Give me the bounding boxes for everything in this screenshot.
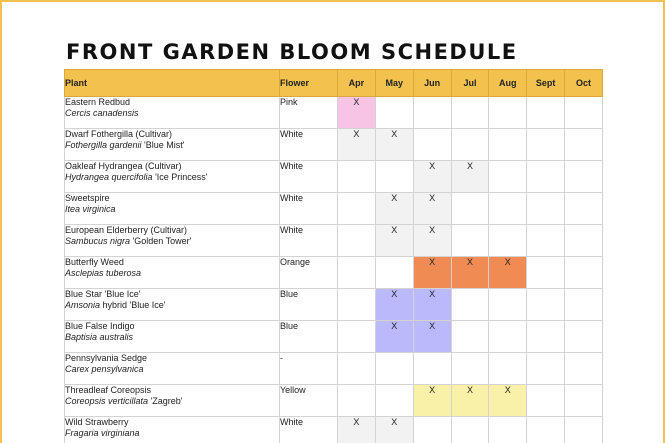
bloom-cell-jun: X bbox=[413, 321, 451, 353]
flower-color-cell: Orange bbox=[280, 257, 338, 289]
table-row bbox=[65, 289, 603, 321]
plant-cell bbox=[65, 417, 280, 443]
bloom-cell-aug bbox=[489, 321, 527, 353]
bloom-cell-jun bbox=[413, 97, 451, 129]
bloom-cell-may bbox=[375, 97, 413, 129]
table-row bbox=[65, 353, 603, 385]
bloom-cell-oct bbox=[565, 129, 603, 161]
plant-cultivar: 'Golden Tower' bbox=[130, 236, 192, 246]
flower-color-cell: - bbox=[280, 353, 338, 385]
bloom-cell-aug bbox=[489, 161, 527, 193]
col-header-plant: Plant bbox=[65, 70, 280, 97]
bloom-cell-may: X bbox=[375, 129, 413, 161]
bloom-cell-sept bbox=[527, 193, 565, 225]
bloom-cell-apr bbox=[338, 161, 376, 193]
bloom-cell-jun bbox=[413, 353, 451, 385]
bloom-cell-sept bbox=[527, 129, 565, 161]
bloom-cell-apr: X bbox=[338, 129, 376, 161]
plant-scientific-name: Fothergilla gardenii bbox=[65, 140, 142, 150]
plant-scientific-name: Carex pensylvanica bbox=[65, 364, 144, 374]
bloom-cell-aug bbox=[489, 289, 527, 321]
plant-common-name: Wild Strawberry bbox=[65, 417, 129, 427]
bloom-cell-oct bbox=[565, 161, 603, 193]
bloom-cell-apr bbox=[338, 385, 376, 417]
page-title: FRONT GARDEN BLOOM SCHEDULE bbox=[66, 40, 518, 64]
col-header-aug: Aug bbox=[489, 70, 527, 97]
plant-common-name: European Elderberry (Cultivar) bbox=[65, 225, 188, 235]
bloom-cell-oct bbox=[565, 97, 603, 129]
flower-color-cell: Yellow bbox=[280, 385, 338, 417]
bloom-cell-jun: X bbox=[413, 225, 451, 257]
bloom-cell-jul bbox=[451, 193, 489, 225]
plant-cell bbox=[65, 321, 280, 353]
bloom-cell-aug bbox=[489, 193, 527, 225]
flower-color-cell: Pink bbox=[280, 97, 338, 129]
plant-cell bbox=[65, 161, 280, 193]
plant-scientific-line bbox=[65, 172, 279, 183]
plant-cultivar: 'Zagreb' bbox=[148, 396, 183, 406]
bloom-cell-apr bbox=[338, 321, 376, 353]
flower-color-cell: Blue bbox=[280, 289, 338, 321]
plant-scientific-line bbox=[65, 300, 279, 311]
bloom-cell-may: X bbox=[375, 225, 413, 257]
bloom-cell-jul bbox=[451, 97, 489, 129]
bloom-cell-oct bbox=[565, 417, 603, 443]
bloom-cell-jul: X bbox=[451, 385, 489, 417]
plant-cell bbox=[65, 97, 280, 129]
col-header-flower: Flower bbox=[280, 70, 338, 97]
bloom-cell-may bbox=[375, 257, 413, 289]
plant-common-name: Sweetspire bbox=[65, 193, 110, 203]
bloom-cell-apr: X bbox=[338, 417, 376, 443]
bloom-cell-apr bbox=[338, 289, 376, 321]
col-header-oct: Oct bbox=[565, 70, 603, 97]
bloom-cell-aug bbox=[489, 129, 527, 161]
bloom-cell-sept bbox=[527, 161, 565, 193]
bloom-cell-apr bbox=[338, 193, 376, 225]
plant-scientific-name: Coreopsis verticillata bbox=[65, 396, 149, 406]
bloom-cell-may: X bbox=[375, 321, 413, 353]
bloom-cell-may bbox=[375, 161, 413, 193]
bloom-cell-oct bbox=[565, 193, 603, 225]
plant-scientific-line bbox=[65, 140, 279, 151]
bloom-cell-oct bbox=[565, 321, 603, 353]
flower-color-cell: White bbox=[280, 161, 338, 193]
table-row bbox=[65, 417, 603, 443]
bloom-cell-jul bbox=[451, 129, 489, 161]
header-row bbox=[65, 70, 603, 97]
bloom-cell-sept bbox=[527, 257, 565, 289]
bloom-cell-oct bbox=[565, 257, 603, 289]
bloom-cell-apr bbox=[338, 257, 376, 289]
plant-scientific-name: Asclepias tuberosa bbox=[65, 268, 142, 278]
bloom-cell-jul bbox=[451, 225, 489, 257]
bloom-cell-apr: X bbox=[338, 97, 376, 129]
plant-cell bbox=[65, 353, 280, 385]
bloom-cell-sept bbox=[527, 97, 565, 129]
table-row bbox=[65, 193, 603, 225]
table-row bbox=[65, 161, 603, 193]
col-header-may: May bbox=[375, 70, 413, 97]
flower-color-cell: Blue bbox=[280, 321, 338, 353]
bloom-cell-sept bbox=[527, 385, 565, 417]
plant-common-name: Eastern Redbud bbox=[65, 97, 131, 107]
table-row bbox=[65, 97, 603, 129]
bloom-cell-jun: X bbox=[413, 161, 451, 193]
flower-color-cell: White bbox=[280, 225, 338, 257]
plant-scientific-line bbox=[65, 332, 279, 343]
plant-common-name: Threadleaf Coreopsis bbox=[65, 385, 152, 395]
bloom-cell-sept bbox=[527, 225, 565, 257]
bloom-cell-sept bbox=[527, 353, 565, 385]
bloom-cell-sept bbox=[527, 289, 565, 321]
bloom-cell-may: X bbox=[375, 193, 413, 225]
bloom-cell-jul bbox=[451, 289, 489, 321]
bloom-cell-jun: X bbox=[413, 289, 451, 321]
bloom-cell-may bbox=[375, 353, 413, 385]
plant-scientific-name: Baptisia australis bbox=[65, 332, 134, 342]
bloom-cell-jul bbox=[451, 321, 489, 353]
plant-cultivar: 'Ice Princess' bbox=[152, 172, 208, 182]
table-row bbox=[65, 385, 603, 417]
col-header-sept: Sept bbox=[527, 70, 565, 97]
plant-scientific-line bbox=[65, 428, 279, 439]
bloom-cell-aug: X bbox=[489, 385, 527, 417]
plant-cell bbox=[65, 289, 280, 321]
bloom-cell-jul: X bbox=[451, 257, 489, 289]
bloom-cell-jun: X bbox=[413, 193, 451, 225]
bloom-cell-jun bbox=[413, 417, 451, 443]
plant-common-name: Dwarf Fothergilla (Cultivar) bbox=[65, 129, 173, 139]
bloom-cell-may: X bbox=[375, 289, 413, 321]
bloom-cell-oct bbox=[565, 289, 603, 321]
col-header-jun: Jun bbox=[413, 70, 451, 97]
bloom-cell-apr bbox=[338, 353, 376, 385]
plant-common-name: Butterfly Weed bbox=[65, 257, 124, 267]
plant-scientific-line bbox=[65, 204, 279, 215]
bloom-cell-aug bbox=[489, 417, 527, 443]
bloom-cell-may bbox=[375, 385, 413, 417]
plant-cell bbox=[65, 225, 280, 257]
bloom-cell-sept bbox=[527, 417, 565, 443]
plant-scientific-line bbox=[65, 268, 279, 279]
plant-scientific-line bbox=[65, 108, 279, 119]
plant-scientific-name: Itea virginica bbox=[65, 204, 116, 214]
plant-cell bbox=[65, 257, 280, 289]
table-row bbox=[65, 321, 603, 353]
table-row bbox=[65, 129, 603, 161]
bloom-cell-jul bbox=[451, 417, 489, 443]
plant-common-name: Oakleaf Hydrangea (Cultivar) bbox=[65, 161, 182, 171]
flower-color-cell: White bbox=[280, 417, 338, 443]
bloom-cell-jun bbox=[413, 129, 451, 161]
plant-scientific-line bbox=[65, 364, 279, 375]
bloom-cell-jun: X bbox=[413, 257, 451, 289]
bloom-cell-oct bbox=[565, 225, 603, 257]
plant-cultivar: hybrid 'Blue Ice' bbox=[100, 300, 166, 310]
plant-cell bbox=[65, 193, 280, 225]
col-header-jul: Jul bbox=[451, 70, 489, 97]
plant-scientific-name: Amsonia bbox=[65, 300, 101, 310]
plant-cell bbox=[65, 385, 280, 417]
col-header-apr: Apr bbox=[338, 70, 376, 97]
bloom-cell-sept bbox=[527, 321, 565, 353]
bloom-cell-aug: X bbox=[489, 257, 527, 289]
flower-color-cell: White bbox=[280, 193, 338, 225]
bloom-schedule-table bbox=[64, 69, 603, 443]
plant-scientific-line bbox=[65, 396, 279, 407]
plant-scientific-line bbox=[65, 236, 279, 247]
plant-cultivar: 'Blue Mist' bbox=[141, 140, 185, 150]
table-row bbox=[65, 225, 603, 257]
bloom-cell-jun: X bbox=[413, 385, 451, 417]
plant-common-name: Blue False Indigo bbox=[65, 321, 135, 331]
bloom-cell-aug bbox=[489, 353, 527, 385]
plant-scientific-name: Hydrangea quercifolia bbox=[65, 172, 153, 182]
plant-scientific-name: Fragaria virginiana bbox=[65, 428, 140, 438]
plant-scientific-name: Cercis canadensis bbox=[65, 108, 139, 118]
plant-common-name: Pennsylvania Sedge bbox=[65, 353, 148, 363]
table-row bbox=[65, 257, 603, 289]
plant-cell bbox=[65, 129, 280, 161]
bloom-cell-jul: X bbox=[451, 161, 489, 193]
bloom-cell-oct bbox=[565, 353, 603, 385]
bloom-cell-jul bbox=[451, 353, 489, 385]
plant-common-name: Blue Star 'Blue Ice' bbox=[65, 289, 141, 299]
bloom-cell-aug bbox=[489, 97, 527, 129]
bloom-cell-oct bbox=[565, 385, 603, 417]
plant-scientific-name: Sambucus nigra bbox=[65, 236, 131, 246]
flower-color-cell: White bbox=[280, 129, 338, 161]
bloom-cell-may: X bbox=[375, 417, 413, 443]
bloom-cell-aug bbox=[489, 225, 527, 257]
bloom-cell-apr bbox=[338, 225, 376, 257]
